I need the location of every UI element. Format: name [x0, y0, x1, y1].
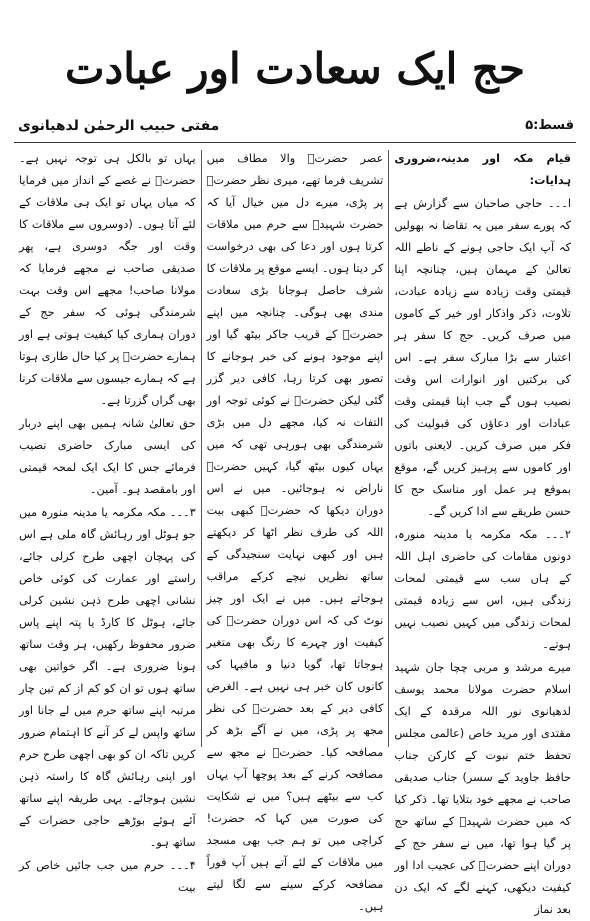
author-name: مفتی حبیب الرحمٰن لدھیانوی	[18, 118, 220, 134]
column-middle	[202, 148, 389, 913]
article-title: حج ایک سعادت اور عبادت	[64, 44, 525, 93]
paragraph: میرے مرشد و مربی چچا جان شہید اسلام حضرت مولانا محمد یوسف لدھیانوی نور اللہ مرقدہ کے ایک مقتدی اور مرید خاص (عالمی مجلس تحفظ ختم نبوت کے کارکن جناب حافظ جاوید کے سسر) جناب صدیقی صاحب نے مجھے خود بتلایا تھا۔ ذکر کیا کہ میں حضرت شہیدؒ کے ساتھ حج پر گیا ہوا تھا، میں نے سفر حج کے دوران اپنے حضرتؒ کی عجیب ادا اور کیفیت دیکھی، کہنے لگے کہ ایک دن بعد نماز	[394, 661, 571, 916]
paragraph: عصر حضرتؒ والا مطاف میں تشریف فرما تھے، میری نظر حضرتؒ پر پڑی، میرے دل میں خیال آیا کہ حضرت شہیدؒ سے حرم میں ملاقات کرتا ہوں اور دعا کی بھی درخواست کر دیتا ہوں۔ ایسے موقع پر ملاقات کا شرف حاصل ہوجانا بڑی سعادت مندی بھی ہوگی۔ چنانچہ میں اپنے حضرتؒ کے قریب جاکر بیٹھ گیا اور اپنے موجود ہونے کی خبر ہوجانے کا تصور بھی کرتا رہا، کافی دیر گزر گئی لیکن حضرتؒ نے کوئی توجہ اور التفات نہ کیا، مجھے دل میں بڑی شرمندگی بھی ہورہی تھی کہ میں یہاں کیوں بیٹھ گیا، کہیں حضرتؒ ناراض نہ ہوجائیں۔ میں نے اس دوران دیکھا کہ حضرتؒ کبھی بیت اللہ کی طرف نظر اٹھا کر دیکھتے ہیں اور کبھی نہایت سنجیدگی کے ساتھ نظریں نیچے کرکے مراقب ہوجاتے ہیں۔ میں نے ایک اور چیز نوٹ کی کہ اس دوران حضرتؒ کی کیفیت اور چہرے کا رنگ بھی متغیر ہوجاتا تھا، گویا دنیا و مافیہا کی کانوں کان خبر ہی نہیں ہے۔ الغرض کافی دیر کے بعد حضرتؒ کی نظر مجھ پر پڑی، میں نے آگے بڑھ کر مصافحہ کیا۔ حضرتؒ نے مجھ سے مصافحہ کرنے کے بعد پوچھا آپ یہاں کب سے بیٹھے ہیں؟ میں نے شکایت کی صورت میں کہا کہ حضرت! کراچی میں تو ہم جب بھی مسجد میں ملاقات کے لئے آتے ہیں آپ فوراً مصافحہ کرکے سینے سے لگا لیتے ہیں۔	[206, 152, 384, 913]
header-divider	[14, 142, 576, 143]
paragraph: ا۔۔۔ حاجی صاحبان سے گزارش ہے کہ پورے سفر میں یہ تقاضا نہ بھولیں کہ آپ ایک حاجی ہونے کے ناطے اللہ تعالیٰ کے مہمان ہیں، چنانچہ اپنا قیمتی وقت زیادہ سے زیادہ عبادت، تلاوت، ذکر واذکار اور خیر کے کاموں میں صرف کریں۔ حج کا سفر ہر اعتبار سے بڑا مبارک سفر ہے۔ اس کی برکتیں اور انوارات اس وقت نصیب ہوں گے جب اپنا قیمتی وقت عبادات اور دعاؤں کی قبولیت کی فکر میں صرف کریں۔ لایعنی باتوں اور کاموں سے پرہیز کریں گے، موقع بموقع ہر عمل اور مناسک حج کا حسن طریقے سے ادا کریں گے۔	[394, 197, 571, 518]
episode-label: قسط:۵	[525, 118, 574, 133]
article-columns	[14, 148, 576, 916]
paragraph: حق تعالیٰ شانہ ہمیں بھی اپنے دربار کی ایسی مبارک حاضری نصیب فرمائے جس کا ایک ایک لمحہ قیمتی اور بامقصد ہو۔ آمین۔	[18, 417, 196, 496]
paragraph: یہاں تو بالکل ہی توجہ نہیں ہے۔ حضرتؒ نے غصے کے انداز میں فرمایا کہ میاں یہاں تو ایک ہی ملاقات کے لئے آتا ہوں۔ (دوسروں سے ملاقات کا وقت اور جگہ دوسری ہے، پھر صدیقی صاحب نے مجھے فرمایا کہ مولانا صاحب! مجھے اس وقت بہت شرمندگی ہوئی کہ سفر حج کے دوران ہماری کیا کیفیت ہوتی ہے اور ہمارے حضرتؒ پر کیا حال طاری ہوتا ہے کہ ہمارے جیسوں سے ملاقات کرنا بھی گراں گزرتا ہے۔	[18, 152, 196, 407]
column-left	[14, 148, 201, 894]
paragraph: ۲۔۔۔ مکہ مکرمہ یا مدینہ منورہ، دونوں مقامات کی حاضری اہل اللہ کے ہاں سب سے قیمتی لمحات زندگی ہیں، اس سے زیادہ قیمتی لمحات زندگی میں کہیں نصیب نہیں ہوتے۔	[394, 528, 571, 651]
column-right	[389, 148, 576, 916]
section-heading: قیام مکہ اور مدینہ،ضروری ہدایات:	[394, 152, 571, 187]
paragraph: ۳۔۔۔ مکہ مکرمہ یا مدینہ منورہ میں جو ہوٹل اور رہائش گاہ ملی ہے اس کی پہچان اچھی طرح کرلی جائے، راستے اور عمارت کی کوئی خاص نشانی اچھی طرح ذہن نشین کرلی جائے، ہوٹل کا کارڈ یا پتہ اپنے پاس ضرور محفوظ رکھیں، ہر وقت ساتھ ہونا ضروری ہے۔ اگر خواتین بھی ساتھ ہوں تو ان کو کم از کم تین چار مرتبہ اپنے ساتھ حرم میں لے جانا اور ساتھ واپس لے کر آنے کا اہتمام ضرور کریں تاکہ ان کو بھی اچھی طرح حرم اور اپنی رہائش گاہ کا راستہ ذہن نشین ہوجائے۔ یہی طریقہ اپنے ساتھ آئے ہوئے بوڑھے حاجی حضرات کے ساتھ ہو۔	[18, 506, 196, 849]
paragraph: ۴۔۔۔ حرم میں جب جائیں خاص کر بیت	[18, 859, 196, 894]
byline-row	[14, 118, 576, 140]
